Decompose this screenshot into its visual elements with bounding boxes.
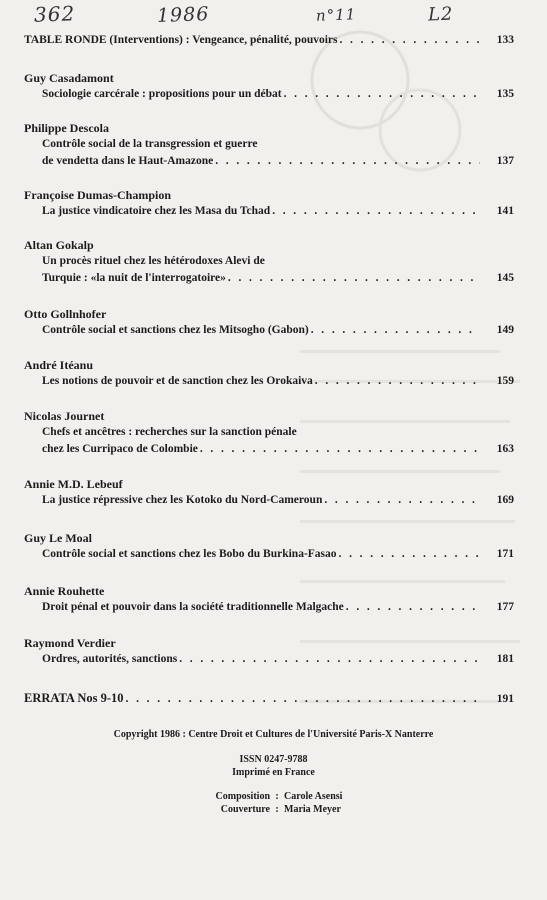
- handwritten-note: n°11: [315, 5, 357, 25]
- copyright-line: Copyright 1986 : Centre Droit et Cultures de l'Université Paris-X Nanterre: [113, 729, 434, 740]
- entry-title-line: chez les Curripaco de Colombie . . . 163: [42, 441, 514, 458]
- toc-entry[interactable]: [24, 187, 514, 220]
- leader-dots: [215, 153, 480, 170]
- entry-title-line: Sociologie carcérale : propositions pour un débat . . . 135: [42, 86, 514, 103]
- entry-title-line: Turquie : «la nuit de l'interrogatoire» . . . 145: [42, 270, 514, 287]
- toc-entry[interactable]: [24, 583, 514, 616]
- page-number: 163: [496, 442, 514, 455]
- credit-label: Couverture: [220, 804, 270, 815]
- leader-dots: [126, 691, 480, 707]
- credits-block: [200, 790, 342, 816]
- entry-title-line: Droit pénal et pouvoir dans la société traditionnelle Malgache . . . 177: [42, 599, 514, 616]
- leader-dots: [179, 651, 480, 668]
- entry-title-line: La justice vindicatoire chez les Masa du Tchad . . . 141: [42, 203, 514, 220]
- entry-author: Nicolas Journet: [24, 409, 105, 423]
- entry-title-line: Contrôle social de la transgression et guerre: [42, 138, 258, 150]
- credit-row: Couverture : Maria Meyer: [200, 803, 342, 816]
- entry-author: Annie M.D. Lebeuf: [24, 477, 123, 491]
- page-number: 141: [496, 205, 514, 217]
- entry-author: Guy Le Moal: [24, 531, 92, 545]
- leader-dots: [284, 86, 480, 103]
- leader-dots: [340, 32, 481, 48]
- page-number: 159: [496, 375, 514, 387]
- toc-entry[interactable]: [24, 70, 514, 103]
- handwritten-note: L2: [427, 3, 454, 26]
- entry-author: Altan Gokalp: [24, 238, 94, 252]
- leader-dots: [315, 373, 480, 390]
- leader-dots: [324, 492, 480, 509]
- entry-title-line: Contrôle social et sanctions chez les Bobo du Burkina-Fasao . . . 171: [42, 546, 514, 563]
- handwritten-note: 362: [33, 1, 76, 27]
- page-number: 169: [496, 494, 514, 506]
- page-number: 145: [496, 271, 514, 284]
- credit-value: Carole Asensi: [284, 791, 343, 802]
- page-number: 191: [496, 693, 514, 705]
- toc-entry[interactable]: [24, 357, 514, 390]
- leader-dots: [311, 322, 480, 339]
- toc-entry[interactable]: [24, 306, 514, 339]
- entry-author: Guy Casadamont: [24, 71, 114, 85]
- leader-dots: [228, 270, 480, 287]
- toc-header-line[interactable]: [24, 32, 514, 48]
- entry-title-line: Un procès rituel chez les hétérodoxes Alevi de: [42, 255, 265, 267]
- credit-label: Composition: [215, 791, 270, 802]
- leader-dots: [200, 441, 480, 458]
- page-number: 177: [496, 601, 514, 613]
- credit-row: Composition : Carole Asensi: [200, 790, 342, 803]
- toc-entry[interactable]: [24, 530, 514, 563]
- toc-header-text: TABLE RONDE (Interventions) : Vengeance, pénalité, pouvoirs: [24, 34, 338, 46]
- errata-line[interactable]: [24, 690, 514, 707]
- toc-entry[interactable]: [24, 476, 514, 509]
- leader-dots: [272, 203, 480, 220]
- entry-author: Otto Gollnhofer: [24, 307, 107, 321]
- entry-author: Françoise Dumas-Champion: [24, 188, 172, 202]
- leader-dots: [339, 546, 480, 563]
- toc-entry[interactable]: [24, 120, 514, 169]
- entry-title-line: Ordres, autorités, sanctions . . . 181: [42, 651, 514, 668]
- entry-title-line: La justice répressive chez les Kotoko du Nord-Cameroun . . . 169: [42, 492, 514, 509]
- entry-author: Raymond Verdier: [24, 636, 116, 650]
- entry-title-line: Chefs et ancêtres : recherches sur la sanction pénale: [42, 426, 297, 438]
- page-number: 133: [496, 34, 514, 46]
- errata-text: ERRATA Nos 9-10: [24, 691, 124, 705]
- entry-author: Annie Rouhette: [24, 584, 105, 598]
- page-number: 149: [496, 324, 514, 336]
- leader-dots: [346, 599, 480, 616]
- credit-value: Maria Meyer: [284, 804, 341, 815]
- page-number: 171: [496, 548, 514, 560]
- entry-author: André Itéanu: [24, 358, 94, 372]
- toc-entry[interactable]: [24, 635, 514, 668]
- toc-entry[interactable]: [24, 237, 514, 286]
- entry-author: Philippe Descola: [24, 121, 110, 135]
- toc-entry[interactable]: [24, 408, 514, 457]
- page-number: 135: [496, 88, 514, 100]
- entry-title-line: Les notions de pouvoir et de sanction chez les Orokaiva . . . 159: [42, 373, 514, 390]
- handwritten-note: 1986: [156, 3, 210, 27]
- page-number: 181: [496, 653, 514, 665]
- issn-line: ISSN 0247-9788: [239, 754, 308, 765]
- entry-title-line: de vendetta dans le Haut-Amazone . . . 137: [42, 153, 514, 170]
- entry-title-line: Contrôle social et sanctions chez les Mitsogho (Gabon) . . . 149: [42, 322, 514, 339]
- page-number: 137: [496, 154, 514, 167]
- printed-line: Imprimé en France: [232, 767, 315, 778]
